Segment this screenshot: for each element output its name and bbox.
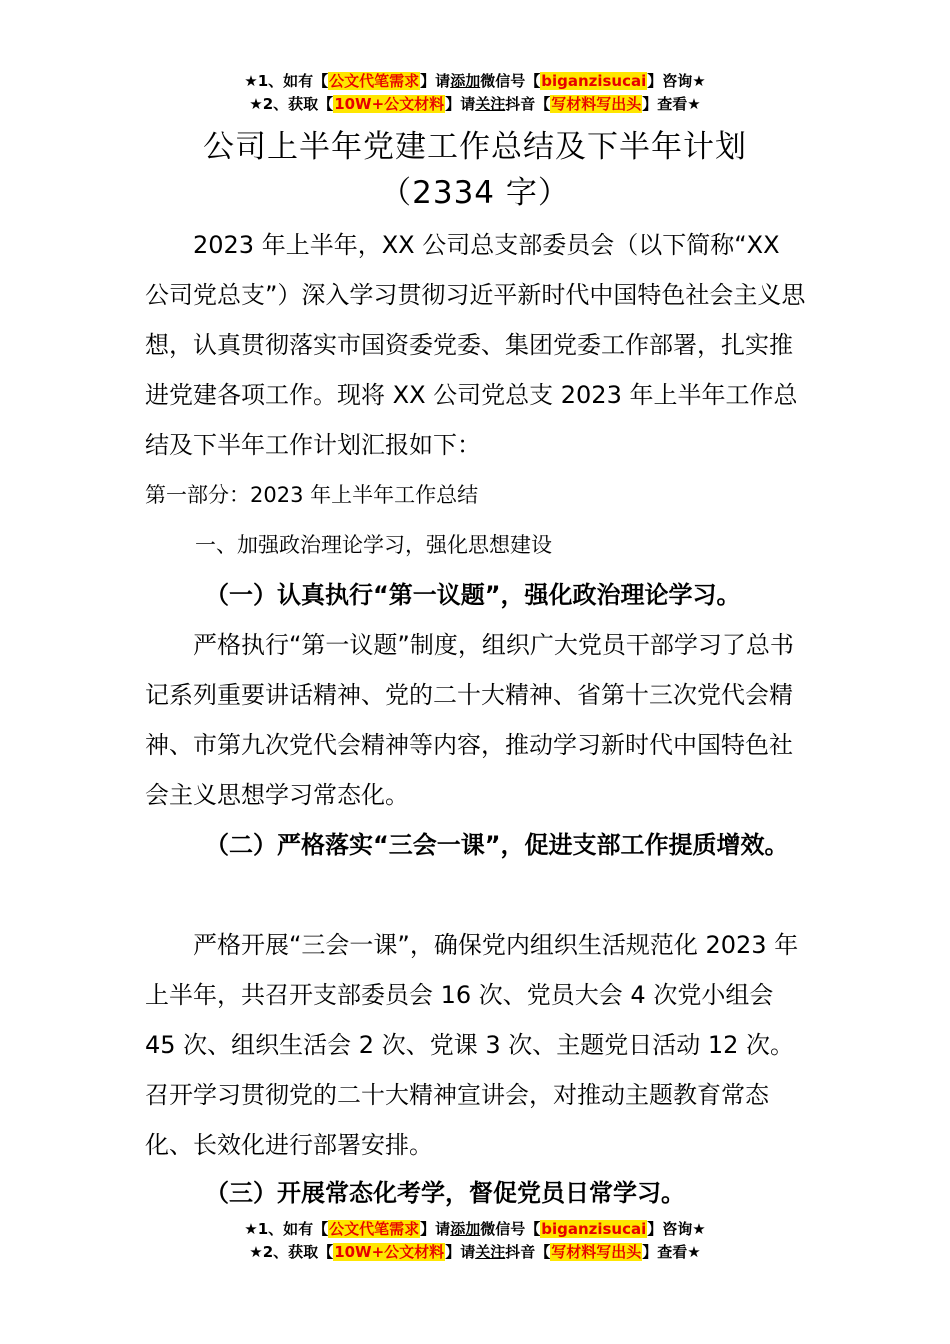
- promo-text: 微信号【: [480, 72, 541, 90]
- promo-highlight: 公文代笔需求: [329, 1220, 420, 1238]
- promo-footer-line-1: [0, 1218, 950, 1240]
- intro-paragraph: [145, 220, 810, 470]
- document-subtitle: （2334 字）: [380, 175, 570, 211]
- subsection-paragraph-2: [145, 920, 810, 1170]
- promo-text: 微信号【: [480, 1220, 541, 1238]
- subsection-heading-2: （二）严格落实“三会一课”，促进支部工作提质增效。: [205, 831, 789, 859]
- promo-text: ★2、获取【: [249, 95, 334, 113]
- paragraph-text: 严格执行“第一议题”制度，组织广大党员干部学习了总书记系列重要讲话精神、党的二十大精神、省第十三次党代会精神、市第九次党代会精神等内容，推动学习新时代中国特色社会主义思想学习常态化。: [145, 631, 794, 809]
- subsection-heading-1: （一）认真执行“第一议题”，强化政治理论学习。: [205, 581, 741, 609]
- promo-highlight: 写材料写出头: [551, 1243, 642, 1261]
- section-heading: 一、加强政治理论学习，强化思想建设: [195, 533, 552, 557]
- promo-text: 】查看★: [642, 95, 701, 113]
- promo-highlight: biganzisucai: [541, 1220, 647, 1238]
- promo-underline: 关注: [475, 95, 506, 113]
- promo-highlight: 写材料写出头: [551, 95, 642, 113]
- document-title: 公司上半年党建工作总结及下半年计划: [203, 129, 747, 165]
- promo-text: 】咨询★: [647, 1220, 706, 1238]
- promo-text: 抖音【: [505, 95, 551, 113]
- promo-underline: 关注: [475, 1243, 506, 1261]
- promo-line-1: [0, 70, 950, 92]
- promo-underline: 添加: [450, 72, 481, 90]
- subsection-heading-3: （三）开展常态化考学，督促党员日常学习。: [205, 1179, 685, 1207]
- promo-text: 抖音【: [505, 1243, 551, 1261]
- promo-highlight: 10W+公文材料: [334, 95, 445, 113]
- promo-text: ★2、获取【: [249, 1243, 334, 1261]
- part-heading: 第一部分：2023 年上半年工作总结: [145, 483, 479, 507]
- promo-text: 】请: [420, 1220, 451, 1238]
- promo-highlight: 10W+公文材料: [334, 1243, 445, 1261]
- promo-highlight: 公文代笔需求: [329, 72, 420, 90]
- promo-text: 】请: [445, 1243, 476, 1261]
- paragraph-text: 严格开展“三会一课”，确保党内组织生活规范化 2023 年上半年，共召开支部委员会 16 次、党员大会 4 次党小组会 45 次、组织生活会 2 次、党课 3 次、主题党日活动 12 次。召开学习贯彻党的二十大精神宣讲会，对推动主题教育常态化、长效化进行部署安排。: [145, 931, 799, 1159]
- promo-highlight: biganzisucai: [541, 72, 647, 90]
- promo-text: 】请: [420, 72, 451, 90]
- promo-text: 】咨询★: [647, 72, 706, 90]
- promo-text: ★1、如有【: [244, 72, 329, 90]
- promo-footer-line-2: [0, 1241, 950, 1263]
- intro-text: 2023 年上半年，XX 公司总支部委员会（以下简称“XX 公司党总支”）深入学习贯彻习近平新时代中国特色社会主义思想，认真贯彻落实市国资委党委、集团党委工作部署，扎实推进党建各项工作。现将 XX 公司党总支 2023 年上半年工作总结及下半年工作计划汇报如下：: [145, 231, 806, 459]
- subsection-paragraph-1: [145, 620, 810, 820]
- promo-text: 】查看★: [642, 1243, 701, 1261]
- promo-line-2: [0, 93, 950, 115]
- promo-underline: 添加: [450, 1220, 481, 1238]
- promo-text: 】请: [445, 95, 476, 113]
- promo-text: ★1、如有【: [244, 1220, 329, 1238]
